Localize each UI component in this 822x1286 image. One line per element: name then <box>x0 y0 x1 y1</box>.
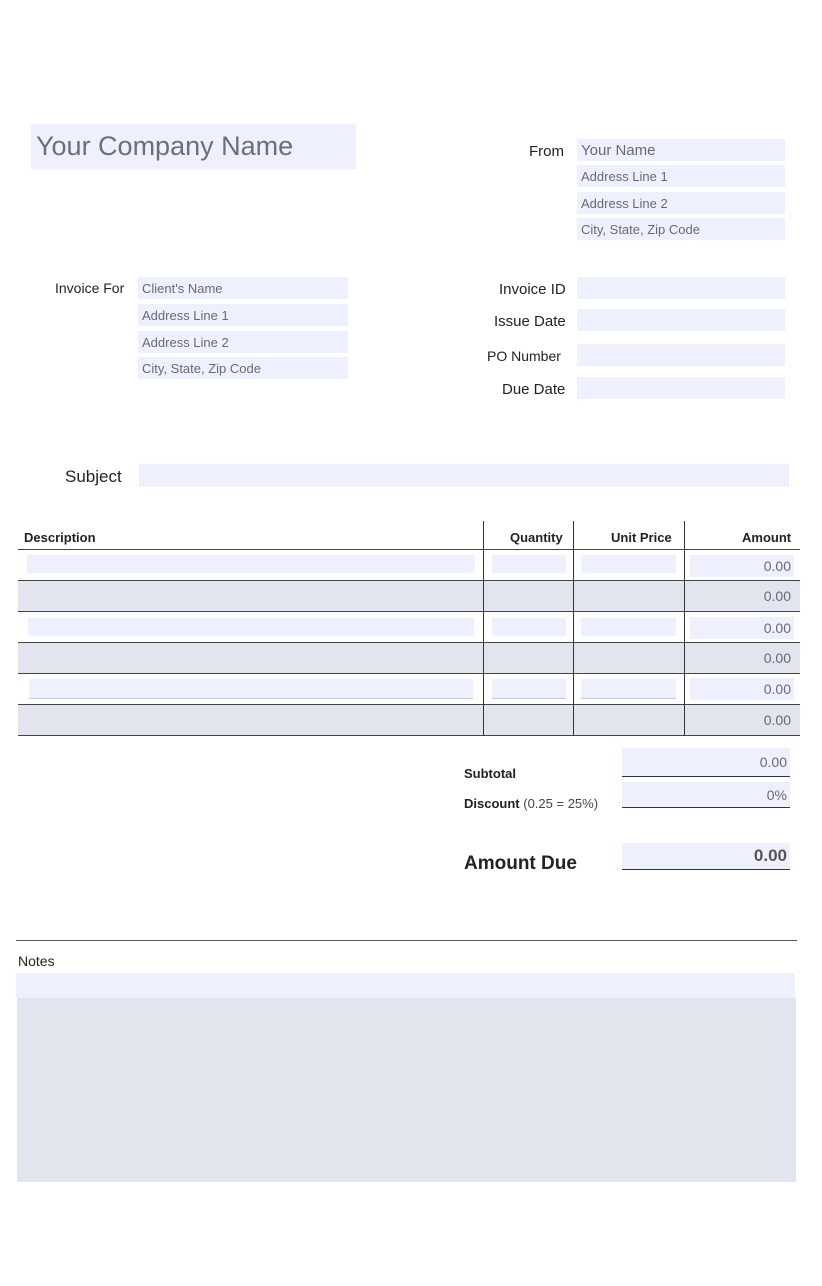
discount-field[interactable]: 0% <box>622 782 790 808</box>
company-name-field[interactable]: Your Company Name <box>31 124 356 169</box>
table-row-shade <box>18 581 800 611</box>
description-column-header: Description <box>24 530 96 545</box>
row-1-description-field[interactable] <box>27 555 475 573</box>
row-1-amount-field[interactable]: 0.00 <box>690 555 794 577</box>
po-number-field[interactable] <box>577 344 785 366</box>
table-row-shade <box>18 705 800 735</box>
from-label: From <box>529 143 564 160</box>
row-3-amount-field[interactable]: 0.00 <box>690 617 794 639</box>
table-row-rule <box>18 673 800 674</box>
client-address-line-1-field[interactable]: Address Line 1 <box>138 304 348 326</box>
subject-field[interactable] <box>139 464 789 487</box>
from-city-state-zip-field[interactable]: City, State, Zip Code <box>577 218 785 240</box>
issue-date-label: Issue Date <box>494 313 566 330</box>
row-1-unit-price-field[interactable] <box>581 555 676 573</box>
row-6-amount-field[interactable]: 0.00 <box>763 712 791 728</box>
row-5-quantity-field[interactable] <box>492 679 566 699</box>
due-date-field[interactable] <box>577 377 785 399</box>
table-bottom-rule <box>18 735 800 736</box>
subtotal-label: Subtotal <box>464 766 516 781</box>
discount-label: Discount <box>464 796 520 811</box>
row-4-amount-field[interactable]: 0.00 <box>763 650 791 666</box>
notes-first-line <box>16 973 795 998</box>
table-header-rule <box>18 549 800 550</box>
amount-column-header: Amount <box>742 530 792 545</box>
table-row-rule <box>18 611 800 612</box>
table-row-rule <box>18 580 800 581</box>
amount-due-field[interactable]: 0.00 <box>622 843 790 870</box>
row-1-quantity-field[interactable] <box>492 555 566 573</box>
from-name-field[interactable]: Your Name <box>577 139 785 161</box>
from-address-line-2-field[interactable]: Address Line 2 <box>577 192 785 214</box>
subtotal-field[interactable]: 0.00 <box>622 748 790 777</box>
row-3-unit-price-field[interactable] <box>581 618 676 636</box>
row-5-description-field[interactable] <box>29 679 473 699</box>
row-5-unit-price-field[interactable] <box>581 679 676 699</box>
client-city-state-zip-field[interactable]: City, State, Zip Code <box>138 357 348 379</box>
notes-divider <box>16 940 797 941</box>
amount-due-label: Amount Due <box>464 853 577 874</box>
row-2-amount-field[interactable]: 0.00 <box>763 588 791 604</box>
table-column-divider <box>483 521 484 736</box>
subject-label: Subject <box>65 467 122 486</box>
client-address-line-2-field[interactable]: Address Line 2 <box>138 331 348 353</box>
due-date-label: Due Date <box>502 381 566 398</box>
notes-label: Notes <box>18 953 55 969</box>
row-3-description-field[interactable] <box>28 618 474 636</box>
row-3-quantity-field[interactable] <box>492 618 566 636</box>
client-name-field[interactable]: Client's Name <box>138 277 348 299</box>
table-column-divider <box>684 521 685 736</box>
discount-label-group <box>464 796 598 811</box>
discount-hint: (0.25 = 25%) <box>523 796 599 811</box>
unit-price-column-header: Unit Price <box>611 530 672 545</box>
invoice-for-label: Invoice For <box>55 280 125 296</box>
notes-field[interactable] <box>17 998 796 1182</box>
po-number-label: PO Number <box>487 348 561 364</box>
invoice-id-field[interactable] <box>577 277 785 299</box>
row-5-amount-field[interactable]: 0.00 <box>690 678 794 700</box>
table-row-rule <box>18 642 800 643</box>
issue-date-field[interactable] <box>577 309 785 331</box>
quantity-column-header: Quantity <box>510 530 563 545</box>
table-row-shade <box>18 643 800 673</box>
table-column-divider <box>573 521 574 736</box>
from-address-line-1-field[interactable]: Address Line 1 <box>577 165 785 187</box>
table-row-rule <box>18 704 800 705</box>
invoice-id-label: Invoice ID <box>499 281 566 298</box>
